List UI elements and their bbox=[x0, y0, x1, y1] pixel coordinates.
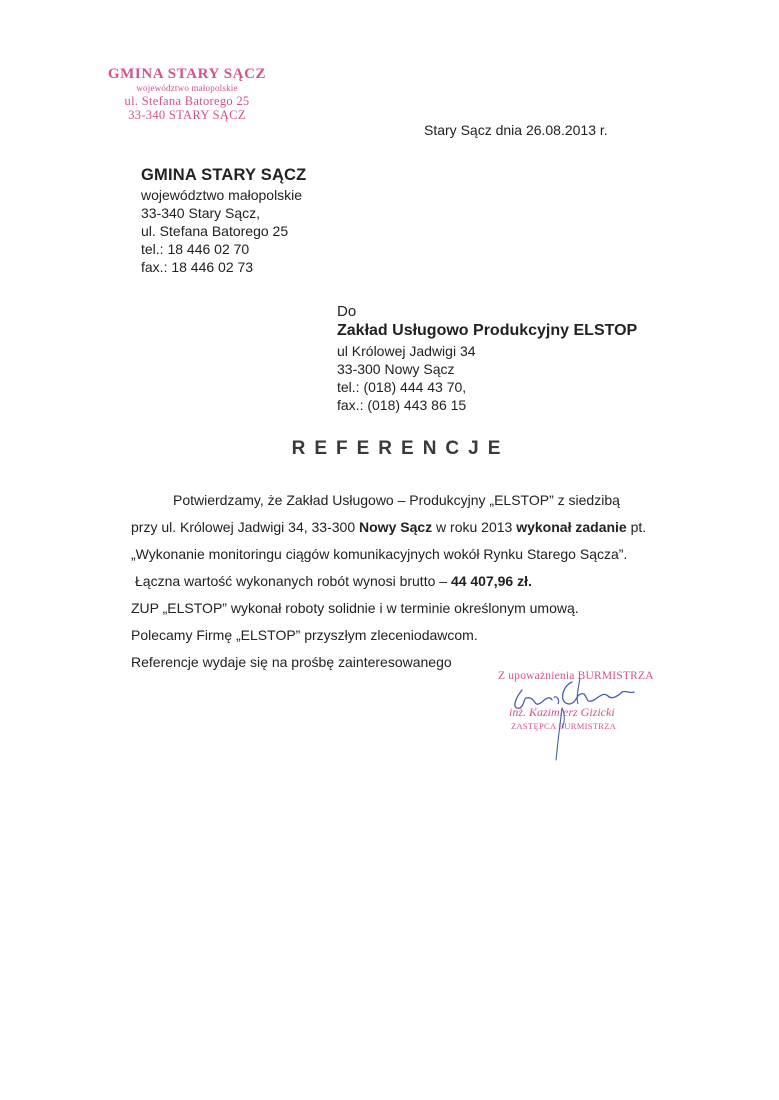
municipal-stamp-top bbox=[98, 66, 276, 122]
sender-city: 33-340 Stary Sącz, bbox=[141, 205, 261, 221]
sender-street: ul. Stefana Batorego 25 bbox=[141, 223, 289, 239]
sender-address-block bbox=[141, 166, 306, 276]
sender-name: GMINA STARY SĄCZ bbox=[141, 166, 307, 184]
letter-body bbox=[131, 487, 647, 676]
recipient-address-block bbox=[337, 303, 637, 414]
body-line-3: „Wykonanie monitoringu ciągów komunikacyjnych wokół Rynku Starego Sącza”. bbox=[131, 546, 628, 562]
recipient-name: Zakład Usługowo Produkcyjny ELSTOP bbox=[337, 322, 638, 339]
recipient-street: ul Królowej Jadwigi 34 bbox=[337, 343, 476, 359]
recipient-phone: tel.: (018) 444 43 70, bbox=[337, 379, 467, 395]
body-line-2-task: wykonał zadanie bbox=[516, 519, 627, 535]
body-line-2-part-e: pt. bbox=[626, 519, 647, 535]
body-line-4-text: Łączna wartość wykonanych robót wynosi brutto – bbox=[135, 573, 448, 589]
body-line-4 bbox=[131, 568, 615, 595]
body-total-amount: 44 407,96 zł. bbox=[450, 573, 532, 589]
handwritten-signature bbox=[492, 670, 662, 770]
place-and-date: Stary Sącz dnia 26.08.2013 r. bbox=[424, 122, 608, 138]
recipient-to-label: Do bbox=[337, 303, 357, 320]
document-title: REFERENCJE bbox=[291, 438, 510, 459]
body-line-2-city: Nowy Sącz bbox=[359, 519, 433, 535]
stamp-top-voivodeship: województwo małopolskie bbox=[136, 83, 238, 94]
body-line-7: Referencje wydaje się na prośbę zainteresowanego bbox=[131, 654, 452, 670]
stamp-role: ZASTĘPCA BURMISTRZA bbox=[511, 721, 617, 731]
stamp-authorization: Z upoważnienia BURMISTRZA bbox=[498, 670, 654, 682]
recipient-city: 33-300 Nowy Sącz bbox=[337, 361, 455, 377]
stamp-person-name: inż. Kazimierz Gizicki bbox=[509, 705, 615, 719]
stamp-top-name: GMINA STARY SĄCZ bbox=[107, 66, 267, 82]
body-line-5: ZUP „ELSTOP” wykonał roboty solidnie i w terminie określonym umową. bbox=[131, 600, 579, 616]
body-line-6: Polecamy Firmę „ELSTOP” przyszłym zleceniodawcom. bbox=[131, 627, 478, 643]
sender-voivodeship: województwo małopolskie bbox=[141, 187, 303, 203]
body-line-2-part-c: w roku 2013 bbox=[432, 519, 513, 535]
sender-fax: fax.: 18 446 02 73 bbox=[141, 259, 254, 275]
signature-stamp bbox=[492, 670, 662, 770]
stamp-top-city: 33-340 STARY SĄCZ bbox=[128, 107, 246, 122]
body-line-1: Potwierdzamy, że Zakład Usługowo – Produkcyjny „ELSTOP” z siedzibą bbox=[173, 492, 620, 508]
body-line-2 bbox=[131, 514, 647, 541]
sender-phone: tel.: 18 446 02 70 bbox=[141, 241, 250, 257]
body-line-2-part-a: przy ul. Królowej Jadwigi 34, 33-300 bbox=[131, 519, 356, 535]
recipient-fax: fax.: (018) 443 86 15 bbox=[337, 397, 467, 413]
stamp-top-street: ul. Stefana Batorego 25 bbox=[124, 93, 250, 108]
